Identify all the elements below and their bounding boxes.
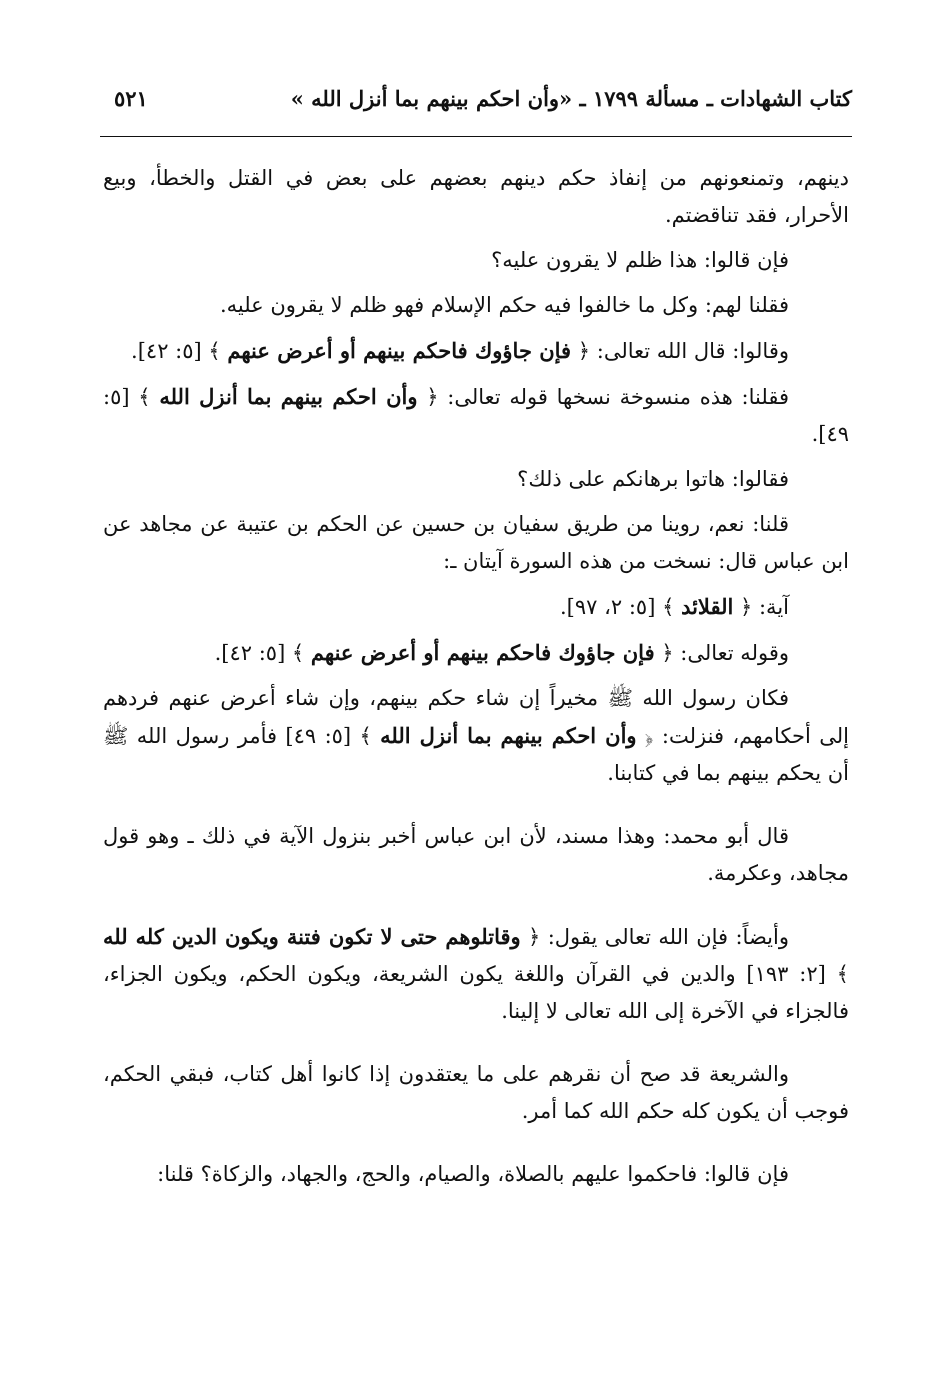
- paragraph-text: فقلنا: هذه منسوخة نسخها قوله تعالى: ﴿: [417, 385, 789, 409]
- verse-reference: ﴾ [٥: ٤٢].: [131, 339, 228, 363]
- paragraph: [103, 378, 849, 453]
- paragraph-text: فإن قالوا: هذا ظلم لا يقرون عليه؟: [491, 248, 789, 272]
- paragraph: [103, 332, 849, 370]
- verse-reference: ﴾ [٥: ٤٢].: [214, 641, 311, 665]
- header-divider: [100, 136, 852, 137]
- paragraph-text: ﴾ [٢: ١٩٣] والدين في القرآن واللغة يكون الشريعة، ويكون الحكم، ويكون الجزاء، فالجزاء في الآخرة إلى الله تعالى لا إلينا.: [103, 962, 849, 1023]
- paragraph: [103, 160, 849, 234]
- paragraph: [103, 818, 849, 892]
- paragraph: [103, 680, 849, 792]
- paragraph-text: قال أبو محمد: وهذا مسند، لأن ابن عباس أخبر بنزول الآية في ذلك ـ وهو قول مجاهد، وعكرمة.: [103, 824, 849, 885]
- paragraph: [103, 506, 849, 580]
- page-number: ٥٢١: [114, 86, 148, 111]
- paragraph-text: آية: ﴿: [733, 595, 789, 619]
- paragraph-text: دينهم، وتمنعونهم من إنفاذ حكم دينهم بعضهم على بعض في القتل والخطأ، وبيع الأحرار، فقد تناقضتم.: [103, 166, 849, 227]
- verse-reference: ﴾ [٥: ٤٩].: [103, 385, 849, 446]
- page-header: [100, 86, 852, 126]
- paragraph: [103, 588, 849, 626]
- quran-verse: وقاتلوهم حتى لا تكون فتنة ويكون الدين كله لله: [103, 924, 521, 949]
- paragraph-text: وقالوا: قال الله تعالى: ﴿: [571, 339, 789, 363]
- paragraph: [103, 461, 849, 498]
- paragraph-text: وأيضاً: فإن الله تعالى يقول: ﴿: [520, 925, 789, 949]
- paragraph-text: فإن قالوا: فاحكموا عليهم بالصلاة، والصيام، والحج، والجهاد، والزكاة؟ قلنا:: [157, 1162, 789, 1186]
- paragraph-text: ﴾ [٥: ٤٩] فأمر رسول الله ﷺ أن يحكم بينهم بما في كتابنا.: [103, 724, 849, 785]
- paragraph: [103, 1056, 849, 1130]
- paragraph-text: فكان رسول الله ﷺ مخيراً إن شاء حكم بينهم، وإن شاء أعرض عنهم فردهم إلى أحكامهم، فنزلت: ﴿: [103, 686, 849, 748]
- page-body: [103, 160, 849, 1201]
- paragraph: [103, 634, 849, 672]
- quran-verse: وأن احكم بينهم بما أنزل الله: [159, 384, 418, 409]
- paragraph-text: فقلنا لهم: وكل ما خالفوا فيه حكم الإسلام فهو ظلم لا يقرون عليه.: [219, 293, 789, 317]
- verse-reference: ﴾ [٥: ٢، ٩٧].: [559, 595, 682, 619]
- paragraph: [103, 287, 849, 324]
- paragraph: [103, 242, 849, 279]
- running-title: كتاب الشهادات ـ مسألة ١٧٩٩ ـ «وأن احكم بينهم بما أنزل الله »: [290, 86, 852, 111]
- paragraph: [103, 1156, 849, 1193]
- paragraph-text: والشريعة قد صح أن نقرهم على ما يعتقدون إذا كانوا أهل كتاب، فبقي الحكم، فوجب أن يكون كله حكم الله كما أمر.: [103, 1062, 849, 1123]
- paragraph-text: وقوله تعالى: ﴿: [654, 641, 789, 665]
- paragraph-text: قلنا: نعم، روينا من طريق سفيان بن حسين عن الحكم بن عتيبة عن مجاهد عن ابن عباس قال: نسخت من هذه السورة آيتان ـ:: [103, 512, 849, 573]
- quran-verse: القلائد: [681, 594, 734, 619]
- quran-verse: فإن جاؤوك فاحكم بينهم أو أعرض عنهم: [310, 640, 655, 665]
- quran-verse: وأن احكم بينهم بما أنزل الله: [380, 723, 637, 748]
- paragraph-text: فقالوا: هاتوا برهانكم على ذلك؟: [517, 467, 789, 491]
- paragraph: [103, 918, 849, 1030]
- quran-verse: فإن جاؤوك فاحكم بينهم أو أعرض عنهم: [227, 338, 572, 363]
